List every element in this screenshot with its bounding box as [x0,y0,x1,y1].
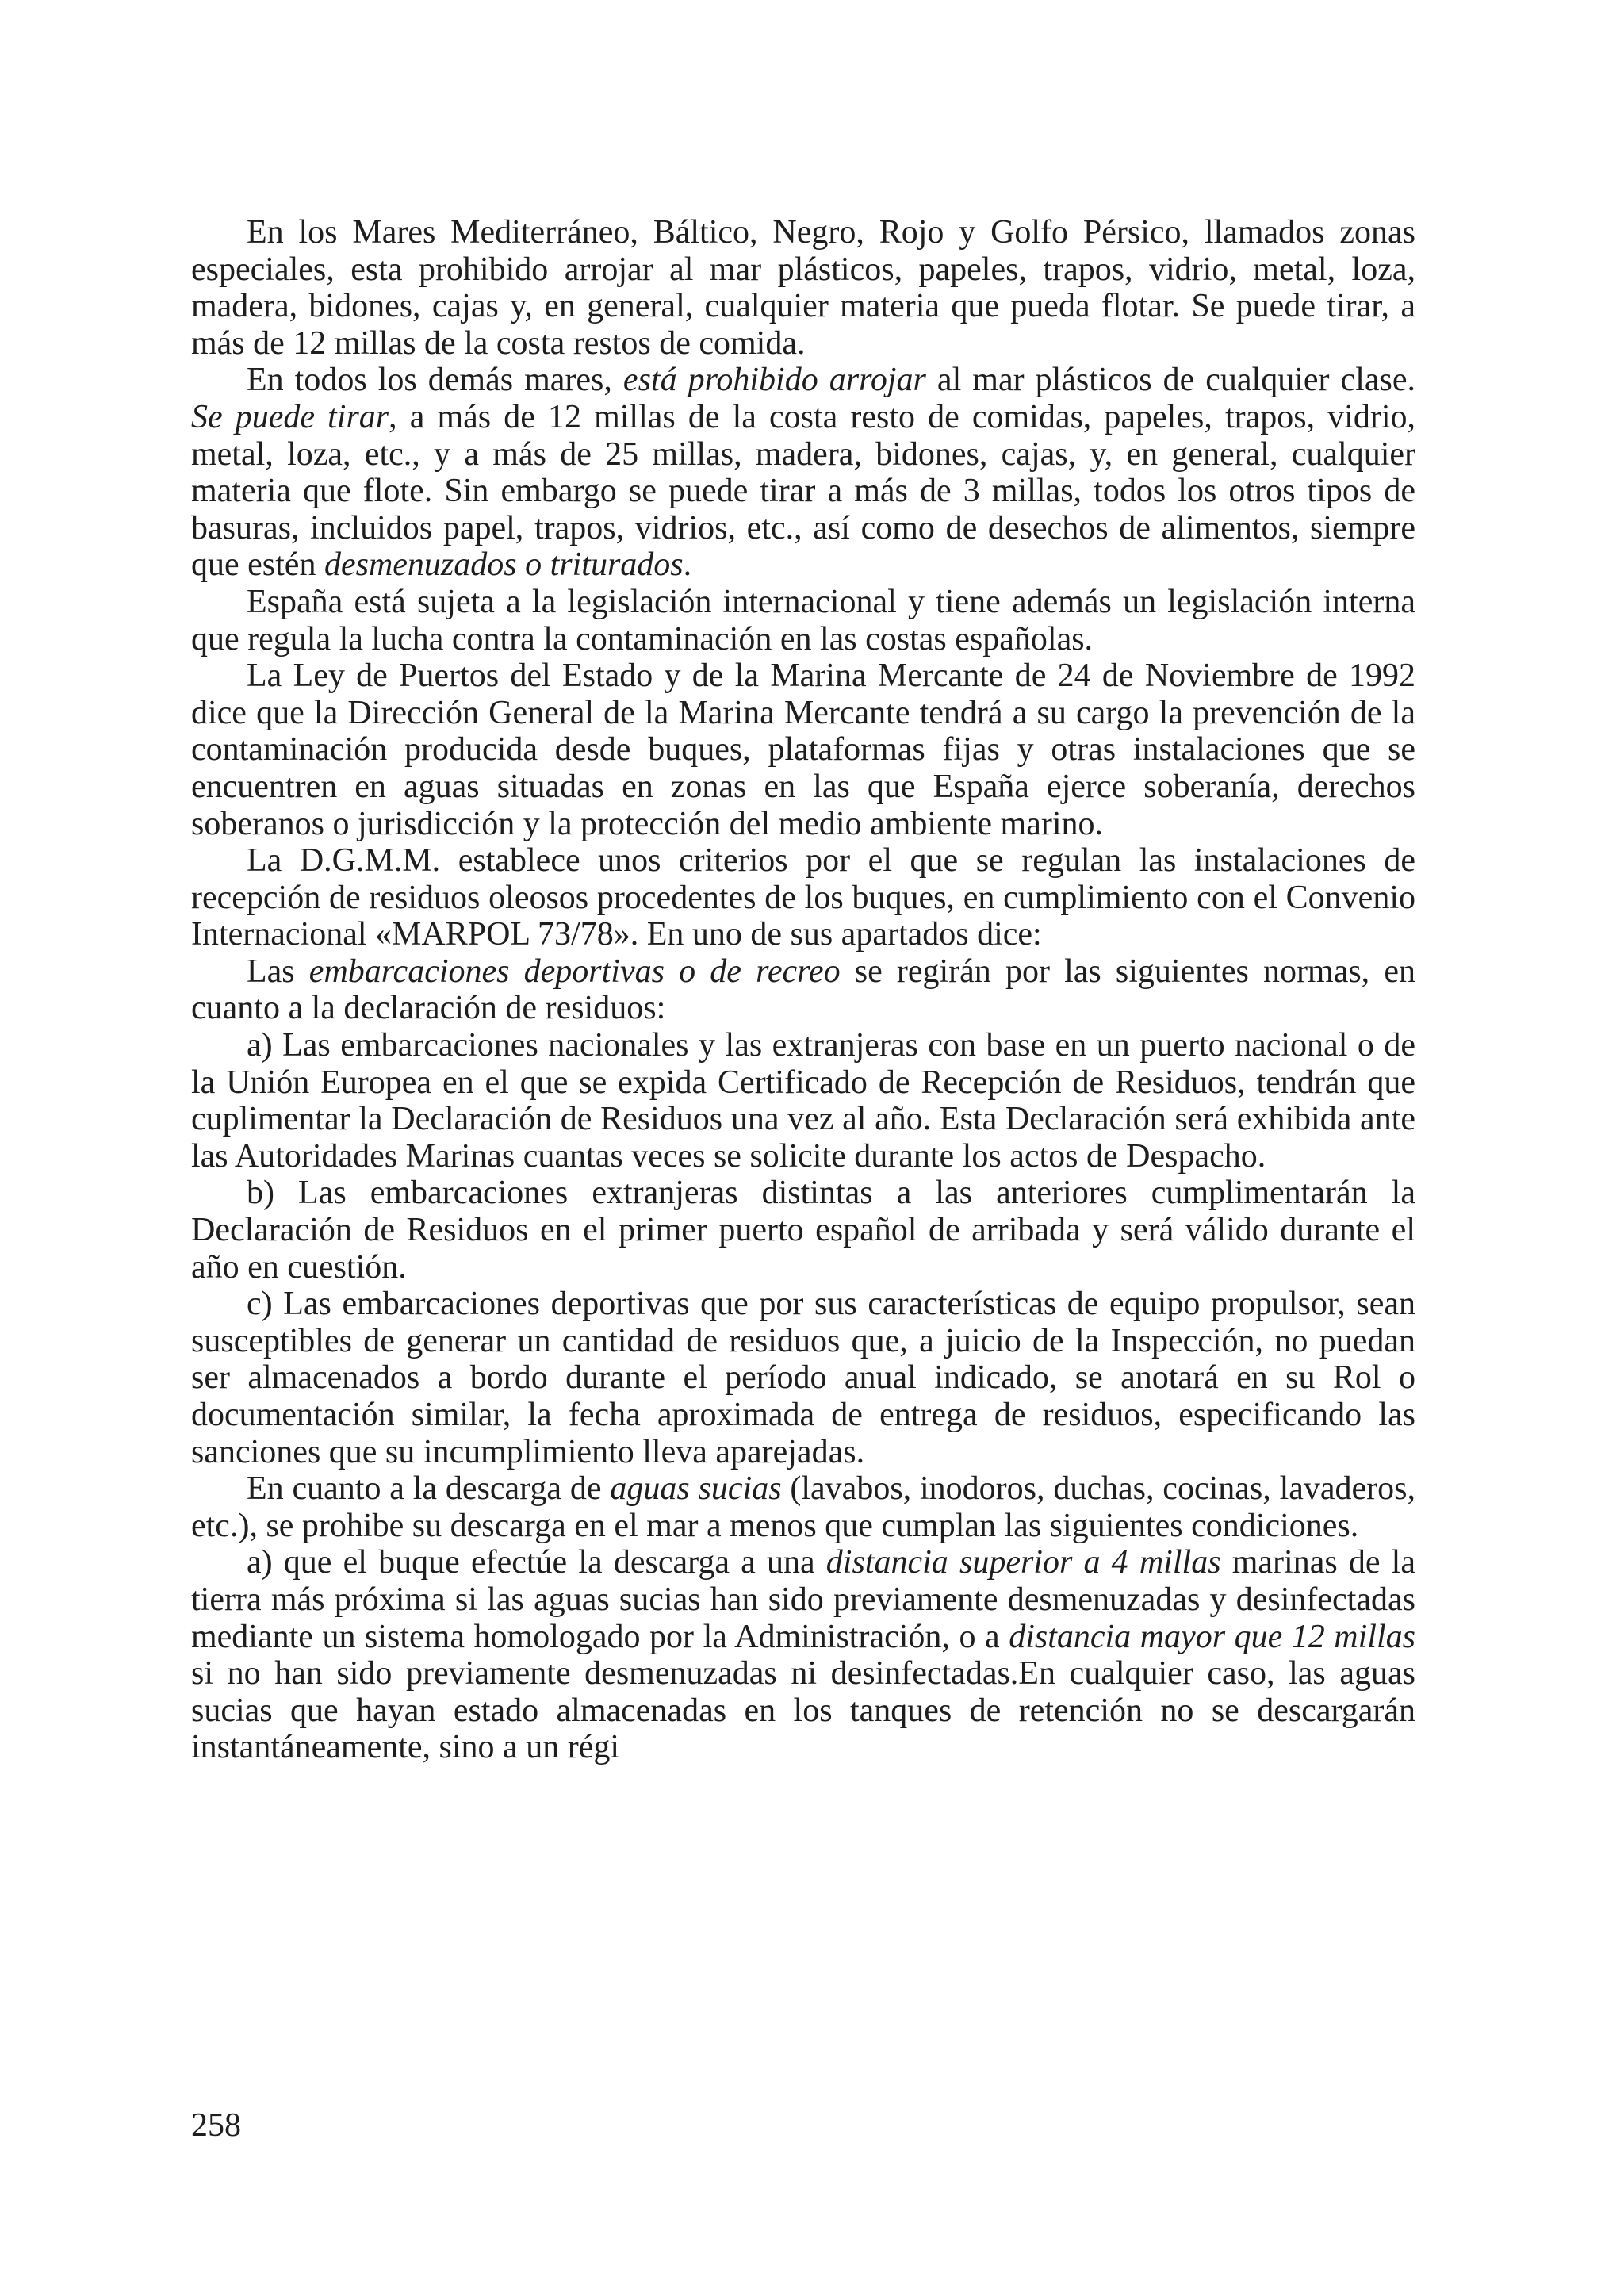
paragraph-rule-a: a) Las embarcaciones nacionales y las extranjeras con base en un puerto nacional o de la Unión Europea en el que se expida Certificado de Recepción de Residuos, tendrán que cuplimentar la Declaración de Residuos una vez al año. Esta Declaración será exhibida ante las Autoridades Marinas cuantas veces se solicite durante los actos de Despacho. [191,1027,1415,1175]
text-run: (lavabos, inodoros, duchas, cocinas, lavaderos, etc.), se prohibe su descarga en el mar a menos que cumplan las siguientes condiciones. [191,1470,1415,1544]
paragraph-sewage-condition-a [191,1544,1415,1766]
paragraph-spain-legislation: España está sujeta a la legislación internacional y tiene además un legislación interna que regula la lucha contra la contaminación en las costas españolas. [191,583,1415,657]
emphasis-run: distancia mayor que 12 millas [1009,1618,1415,1655]
emphasis-run: está prohibido arrojar [622,362,926,399]
paragraph-ley-de-puertos: La Ley de Puertos del Estado y de la Marina Mercante de 24 de Noviembre de 1992 dice que la Dirección General de la Marina Mercante tendrá a su cargo la prevención de la contaminación producida desde buques, plataformas fijas y otras instalaciones que se encuentren en aguas situadas en zonas en las que España ejerce soberanía, derechos soberanos o jurisdicción y la protección del medio ambiente marino. [191,657,1415,842]
page-number: 258 [191,2107,241,2144]
text-run: si no han sido previamente desmenuzadas ni desinfectadas.En cualquier caso, las aguas sucias que hayan estado almacenadas en los tanques de retención no se descargarán instantáneamente, sino a un régi [191,1655,1415,1766]
text-run: Las [247,953,309,990]
emphasis-run: embarcaciones deportivas o de recreo [308,953,841,990]
paragraph-rule-c: c) Las embarcaciones deportivas que por sus características de equipo propulsor, sean susceptibles de generar un cantidad de residuos que, a juicio de la Inspección, no puedan ser almacenados a bordo durante el período anual indicado, se anotará en su Rol o documentación similar, la fecha aproximada de entrega de residuos, especificando las sanciones que su incumplimiento lleva aparejadas. [191,1286,1415,1470]
text-run: a) que el buque efectúe la descarga a una [247,1544,826,1581]
text-run: se regirán por las siguientes normas, en cuanto a la declaración de residuos: [191,953,1415,1027]
page-body [191,214,1415,1766]
paragraph-sewage-discharge [191,1470,1415,1544]
emphasis-run: aguas sucias [610,1470,782,1508]
paragraph-other-seas [191,362,1415,584]
text-run: En todos los demás mares, [247,362,623,399]
text-run: . [683,546,692,584]
text-run: al mar plásticos de cualquier clase. [925,362,1415,399]
paragraph-rule-b: b) Las embarcaciones extranjeras distintas a las anteriores cumplimentarán la Declaración de Residuos en el primer puerto español de arribada y será válido durante el año en cuestión. [191,1175,1415,1286]
emphasis-run: distancia superior a 4 millas [825,1544,1221,1581]
paragraph-recreational-boats [191,953,1415,1027]
emphasis-run: Se puede tirar [191,398,389,435]
text-run: marinas de la tierra más próxima si las aguas sucias han sido previamente desmenuzadas y desinfectadas mediante un sistema homologado por la Administración, o a [191,1544,1415,1655]
text-run: En cuanto a la descarga de [247,1470,611,1508]
text-run: , a más de 12 millas de la costa resto de comidas, papeles, trapos, vidrio, metal, loza, etc., y a más de 25 millas, madera, bidones, cajas, y, en general, cualquier materia que flote. Sin embargo se puede tirar a más de 3 millas, todos los otros tipos de basuras, incluidos papel, trapos, vidrios, etc., así como de desechos de alimentos, siempre que estén [191,398,1415,584]
paragraph-mediterranean-zones: En los Mares Mediterráneo, Báltico, Negro, Rojo y Golfo Pérsico, llamados zonas especiales, esta prohibido arrojar al mar plásticos, papeles, trapos, vidrio, metal, loza, madera, bidones, cajas y, en general, cualquier materia que pueda flotar. Se puede tirar, a más de 12 millas de la costa restos de comida. [191,214,1415,362]
paragraph-dgmm-criteria: La D.G.M.M. establece unos criterios por el que se regulan las instalaciones de recepción de residuos oleosos procedentes de los buques, en cumplimiento con el Convenio Internacional «MARPOL 73/78». En uno de sus apartados dice: [191,842,1415,953]
emphasis-run: desmenuzados o triturados [324,546,684,584]
